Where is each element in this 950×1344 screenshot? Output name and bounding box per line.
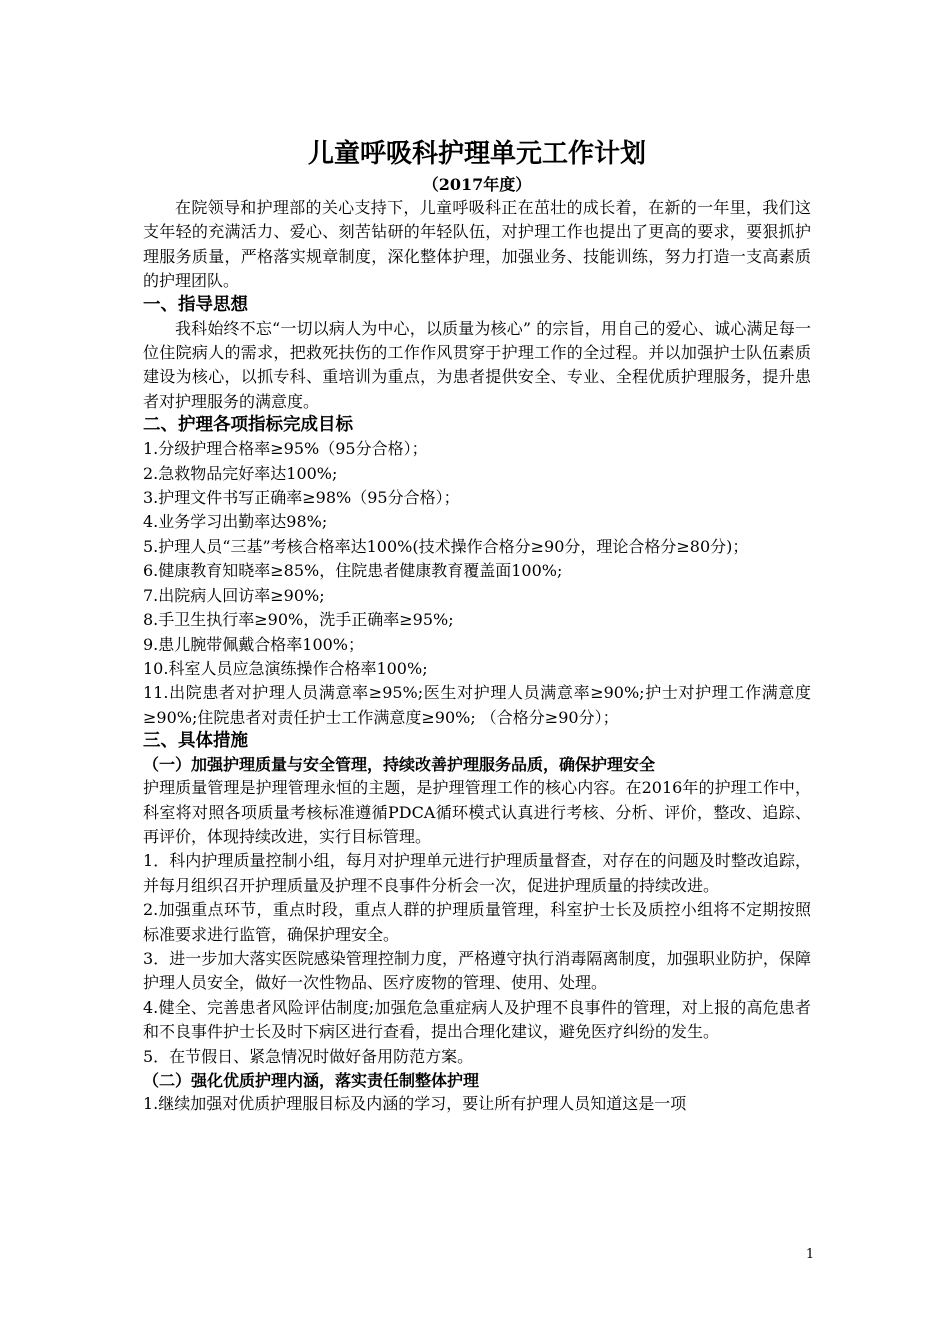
document-subtitle: （2017年度）: [422, 175, 532, 194]
document-body: [143, 136, 811, 1116]
list-item: 5.护理人员“三基”考核合格率达100%(技术操作合格分≥90分，理论合格分≥80分)；: [143, 536, 749, 556]
list-item: 2.加强重点环节，重点时段，重点人群的护理质量管理，科室护士长及质控小组将不定期按照标准要求进行监管，确保护理安全。: [143, 900, 811, 944]
section-1-paragraph: 我科始终不忘“一切以病人为中心，以质量为核心” 的宗旨，用自己的爱心、诚心满足每一位住院病人的需求，把救死扶伤的工作作风贯穿于护理工作的全过程。并以加强护士队伍素质建设为核心，以抓专科、重培训为重点，为患者提供安全、专业、全程优质护理服务，提升患者对护理服务的满意度。: [143, 318, 811, 411]
subsection-2-heading: （二）强化优质护理内涵，落实责任制整体护理: [143, 1071, 480, 1090]
list-item: 11.出院患者对护理人员满意率≥95%;医生对护理人员满意率≥90%;护士对护理工作满意度≥90%;住院患者对责任护士工作满意度≥90%; （合格分≥90分）；: [143, 683, 811, 727]
list-item: 9.患儿腕带佩戴合格率100%；: [143, 634, 365, 654]
subsection-1-heading: （一）加强护理质量与安全管理，持续改善护理服务品质，确保护理安全: [143, 755, 656, 775]
list-item: 1.分级护理合格率≥95%（95分合格）；: [143, 439, 428, 459]
subsection-1-intro: 护理质量管理是护理管理永恒的主题，是护理管理工作的核心内容。在2016年的护理工作中，科室将对照各项质量考核标准遵循PDCA循环模式认真进行考核、分析、评价，整改、追踪、再评价，体现持续改进，实行目标管理。: [143, 778, 811, 846]
page-number: 1: [805, 1247, 815, 1262]
list-item: 10.科室人员应急演练操作合格率100%;: [143, 658, 428, 678]
list-item: 8.手卫生执行率≥90%，洗手正确率≥95%;: [143, 610, 454, 630]
list-item: 1．科内护理质量控制小组，每月对护理单元进行护理质量督查，对存在的问题及时整改追踪，并每月组织召开护理质量及护理不良事件分析会一次，促进护理质量的持续改进。: [143, 851, 811, 895]
list-item: 3．进一步加大落实医院感染管理控制力度，严格遵守执行消毒隔离制度，加强职业防护，保障护理人员安全，做好一次性物品、医疗废物的管理、使用、处理。: [143, 948, 811, 993]
section-1-heading: 一、指导思想: [143, 294, 248, 315]
list-item: 2.急救物品完好率达100%;: [143, 463, 338, 483]
document-title: 儿童呼吸科护理单元工作计划: [307, 139, 646, 169]
section-3-heading: 三、具体措施: [143, 731, 248, 752]
section-2-heading: 二、护理各项指标完成目标: [143, 415, 353, 436]
list-item: 5．在节假日、紧急情况时做好备用防范方案。: [143, 1046, 474, 1066]
list-item: 1.继续加强对优质护理服目标及内涵的学习，要让所有护理人员知道这是一项: [143, 1094, 687, 1113]
measure-list: [143, 849, 811, 1069]
list-item: 3.护理文件书写正确率≥98%（95分合格）；: [143, 488, 460, 508]
list-item: 4.健全、完善患者风险评估制度;加强危急重症病人及护理不良事件的管理，对上报的高危患者和不良事件护士长及时下病区进行查看，提出合理化建议，避免医疗纠纷的发生。: [143, 997, 811, 1042]
intro-paragraph: 在院领导和护理部的关心支持下，儿童呼吸科正在茁壮的成长着，在新的一年里，我们这支年轻的充满活力、爱心、刻苦钻研的年轻队伍，对护理工作也提出了更高的要求，要狠抓护理服务质量，严格落实规章制度，深化整体护理，加强业务、技能训练，努力打造一支高素质的护理团队。: [143, 198, 811, 291]
list-item: 7.出院病人回访率≥90%;: [143, 585, 325, 605]
subsection-2-list: [143, 1092, 811, 1116]
target-list: [143, 437, 811, 730]
list-item: 6.健康教育知晓率≥85%，住院患者健康教育覆盖面100%;: [143, 561, 563, 581]
list-item: 4.业务学习出勤率达98%;: [143, 512, 328, 532]
